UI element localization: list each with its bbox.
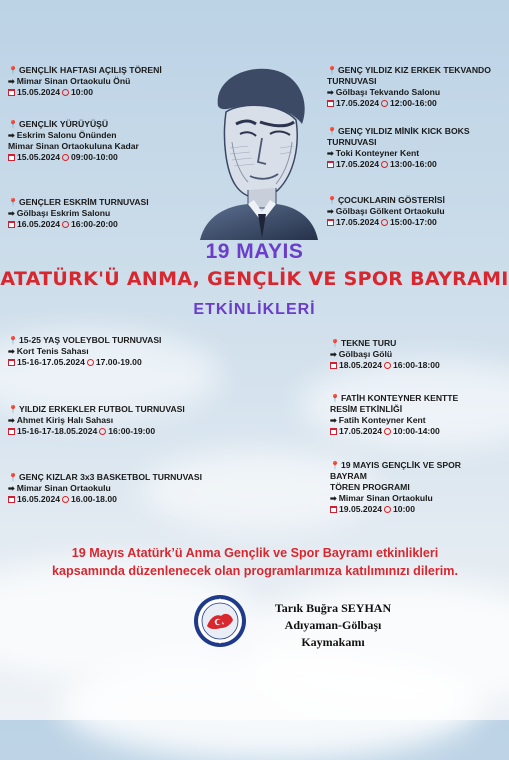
event-time: 16:00-20:00 bbox=[71, 219, 118, 229]
event-place: Mimar Sinan Ortaokulu bbox=[338, 493, 433, 503]
event-title: GENÇLER ESKRİM TURNUVASI bbox=[18, 197, 149, 207]
heading-title: ATATÜRK'Ü ANMA, GENÇLİK VE SPOR BAYRAMI bbox=[0, 268, 509, 290]
signature-district: Adıyaman-Gölbaşı bbox=[284, 618, 382, 632]
event-right-4 bbox=[330, 393, 458, 437]
event-title: ÇOCUKLARIN GÖSTERİSİ bbox=[337, 195, 445, 205]
arrow-icon: ➡ bbox=[327, 149, 334, 158]
event-place-continued: Mimar Sinan Ortaokuluna Kadar bbox=[8, 141, 139, 151]
arrow-icon: ➡ bbox=[8, 347, 15, 356]
clock-icon bbox=[384, 362, 391, 369]
event-title: GENÇ KIZLAR 3x3 BASKETBOL TURNUVASI bbox=[18, 472, 203, 482]
event-title: GENÇ YILDIZ MİNİK KICK BOKS bbox=[337, 126, 470, 136]
clock-icon bbox=[62, 221, 69, 228]
event-place: Ahmet Kiriş Halı Sahası bbox=[16, 415, 114, 425]
clock-icon bbox=[384, 506, 391, 513]
clock-icon bbox=[62, 89, 69, 96]
event-title-continued: RESİM ETKİNLİĞİ bbox=[330, 404, 403, 414]
kaymakamlik-seal-icon bbox=[193, 594, 247, 648]
event-title: GENÇLİK HAFTASI AÇILIŞ TÖRENİ bbox=[18, 65, 162, 75]
calendar-icon bbox=[327, 219, 334, 226]
clock-icon bbox=[99, 428, 106, 435]
invitation-text bbox=[20, 544, 490, 580]
arrow-icon: ➡ bbox=[327, 88, 334, 97]
event-time: 10:00-14:00 bbox=[393, 426, 440, 436]
event-left-1 bbox=[8, 119, 139, 163]
location-pin-icon: 📍 bbox=[8, 120, 18, 129]
event-left-4 bbox=[8, 404, 185, 437]
event-right-0 bbox=[327, 65, 491, 109]
event-left-3 bbox=[8, 335, 161, 368]
clock-icon bbox=[62, 496, 69, 503]
event-title: TEKNE TURU bbox=[340, 338, 397, 348]
heading-subtitle: ETKİNLİKLERİ bbox=[193, 301, 316, 318]
calendar-icon bbox=[8, 428, 15, 435]
event-right-1 bbox=[327, 126, 470, 170]
event-time: 13:00-16:00 bbox=[390, 159, 437, 169]
calendar-icon bbox=[327, 161, 334, 168]
event-place: Gölbaşı Tekvando Salonu bbox=[335, 87, 441, 97]
event-title: GENÇ YILDIZ KIZ ERKEK TEKVANDO bbox=[337, 65, 491, 75]
clock-icon bbox=[381, 100, 388, 107]
arrow-icon: ➡ bbox=[8, 77, 15, 86]
event-time: 17.00-19.00 bbox=[95, 357, 142, 367]
clock-icon bbox=[87, 359, 94, 366]
calendar-icon bbox=[330, 428, 337, 435]
heading-date: 19 MAYIS bbox=[205, 240, 304, 263]
event-title: 19 MAYIS GENÇLİK VE SPOR bbox=[340, 460, 461, 470]
event-date: 18.05.2024 bbox=[339, 360, 383, 370]
event-place: Toki Konteyner Kent bbox=[335, 148, 420, 158]
arrow-icon: ➡ bbox=[8, 484, 15, 493]
event-time: 16:00-19:00 bbox=[108, 426, 156, 436]
event-place: Kort Tenis Sahası bbox=[16, 346, 89, 356]
calendar-icon bbox=[327, 100, 334, 107]
event-left-5 bbox=[8, 472, 202, 505]
arrow-icon: ➡ bbox=[327, 207, 334, 216]
location-pin-icon: 📍 bbox=[8, 405, 18, 414]
event-date: 17.05.2024 bbox=[336, 159, 380, 169]
arrow-icon: ➡ bbox=[330, 416, 337, 425]
calendar-icon bbox=[8, 89, 15, 96]
arrow-icon: ➡ bbox=[330, 350, 337, 359]
event-date: 15-16-17-18.05.2024 bbox=[17, 426, 98, 436]
event-date: 19.05.2024 bbox=[339, 504, 383, 514]
event-left-0 bbox=[8, 65, 162, 98]
event-date: 15-16-17.05.2024 bbox=[17, 357, 85, 367]
event-place: Gölbaşı Eskrim Salonu bbox=[16, 208, 111, 218]
event-time: 10:00 bbox=[393, 504, 415, 514]
event-date: 17.05.2024 bbox=[339, 426, 383, 436]
event-title-continued-2: TÖREN PROGRAMI bbox=[330, 482, 410, 492]
clock-icon bbox=[384, 428, 391, 435]
location-pin-icon: 📍 bbox=[8, 473, 18, 482]
calendar-icon bbox=[8, 496, 15, 503]
event-place: Gölbaşı Gölkent Ortaokulu bbox=[335, 206, 445, 216]
calendar-icon bbox=[8, 154, 15, 161]
event-title-continued: TURNUVASI bbox=[327, 137, 377, 147]
event-right-5 bbox=[330, 460, 461, 515]
event-place: Fatih Konteyner Kent bbox=[338, 415, 426, 425]
arrow-icon: ➡ bbox=[330, 494, 337, 503]
event-time: 10:00 bbox=[71, 87, 93, 97]
location-pin-icon: 📍 bbox=[8, 336, 18, 345]
arrow-icon: ➡ bbox=[8, 131, 15, 140]
calendar-icon bbox=[330, 506, 337, 513]
clock-icon bbox=[381, 219, 388, 226]
event-date: 15.05.2024 bbox=[17, 152, 61, 162]
signature-role: Kaymakamı bbox=[301, 635, 365, 649]
arrow-icon: ➡ bbox=[8, 209, 15, 218]
event-date: 15.05.2024 bbox=[17, 87, 61, 97]
event-right-2 bbox=[327, 195, 445, 228]
event-time: 16:00-18:00 bbox=[393, 360, 440, 370]
location-pin-icon: 📍 bbox=[327, 196, 337, 205]
event-place: Mimar Sinan Ortaokulu Önü bbox=[16, 76, 131, 86]
event-time: 12:00-16:00 bbox=[390, 98, 437, 108]
calendar-icon bbox=[330, 362, 337, 369]
location-pin-icon: 📍 bbox=[8, 66, 18, 75]
event-title-continued: BAYRAM bbox=[330, 471, 367, 481]
location-pin-icon: 📍 bbox=[330, 461, 340, 470]
location-pin-icon: 📍 bbox=[8, 198, 18, 207]
event-date: 17.05.2024 bbox=[336, 98, 380, 108]
clock-icon bbox=[381, 161, 388, 168]
event-date: 16.05.2024 bbox=[17, 494, 61, 504]
invitation-line-1: 19 Mayıs Atatürk’ü Anma Gençlik ve Spor Bayramı etkinlikleri bbox=[71, 546, 439, 560]
signature-name: Tarık Buğra SEYHAN bbox=[274, 601, 392, 615]
event-left-2 bbox=[8, 197, 149, 230]
calendar-icon bbox=[8, 221, 15, 228]
event-title: YILDIZ ERKEKLER FUTBOL TURNUVASI bbox=[18, 404, 185, 414]
event-title: GENÇLİK YÜRÜYÜŞÜ bbox=[18, 119, 109, 129]
location-pin-icon: 📍 bbox=[327, 127, 337, 136]
event-title-continued: TURNUVASI bbox=[327, 76, 377, 86]
invitation-line-2: kapsamında düzenlenecek olan programlarımıza katılımınızı dilerim. bbox=[52, 564, 458, 578]
event-title: FATİH KONTEYNER KENTTE bbox=[340, 393, 459, 403]
event-title: 15-25 YAŞ VOLEYBOL TURNUVASI bbox=[18, 335, 162, 345]
event-date: 17.05.2024 bbox=[336, 217, 380, 227]
event-date: 16.05.2024 bbox=[17, 219, 61, 229]
calendar-icon bbox=[8, 359, 15, 366]
event-place: Mimar Sinan Ortaokulu bbox=[16, 483, 111, 493]
event-place: Gölbaşı Gölü bbox=[338, 349, 393, 359]
event-time: 16.00-18.00 bbox=[71, 494, 117, 504]
ataturk-portrait-icon bbox=[196, 62, 320, 240]
signature-block bbox=[258, 600, 408, 651]
event-place: Eskrim Salonu Önünden bbox=[16, 130, 117, 140]
location-pin-icon: 📍 bbox=[330, 339, 340, 348]
event-time: 15:00-17:00 bbox=[390, 217, 437, 227]
event-right-3 bbox=[330, 338, 440, 371]
arrow-icon: ➡ bbox=[8, 416, 15, 425]
location-pin-icon: 📍 bbox=[327, 66, 337, 75]
clock-icon bbox=[62, 154, 69, 161]
event-time: 09:00-10:00 bbox=[71, 152, 118, 162]
location-pin-icon: 📍 bbox=[330, 394, 340, 403]
